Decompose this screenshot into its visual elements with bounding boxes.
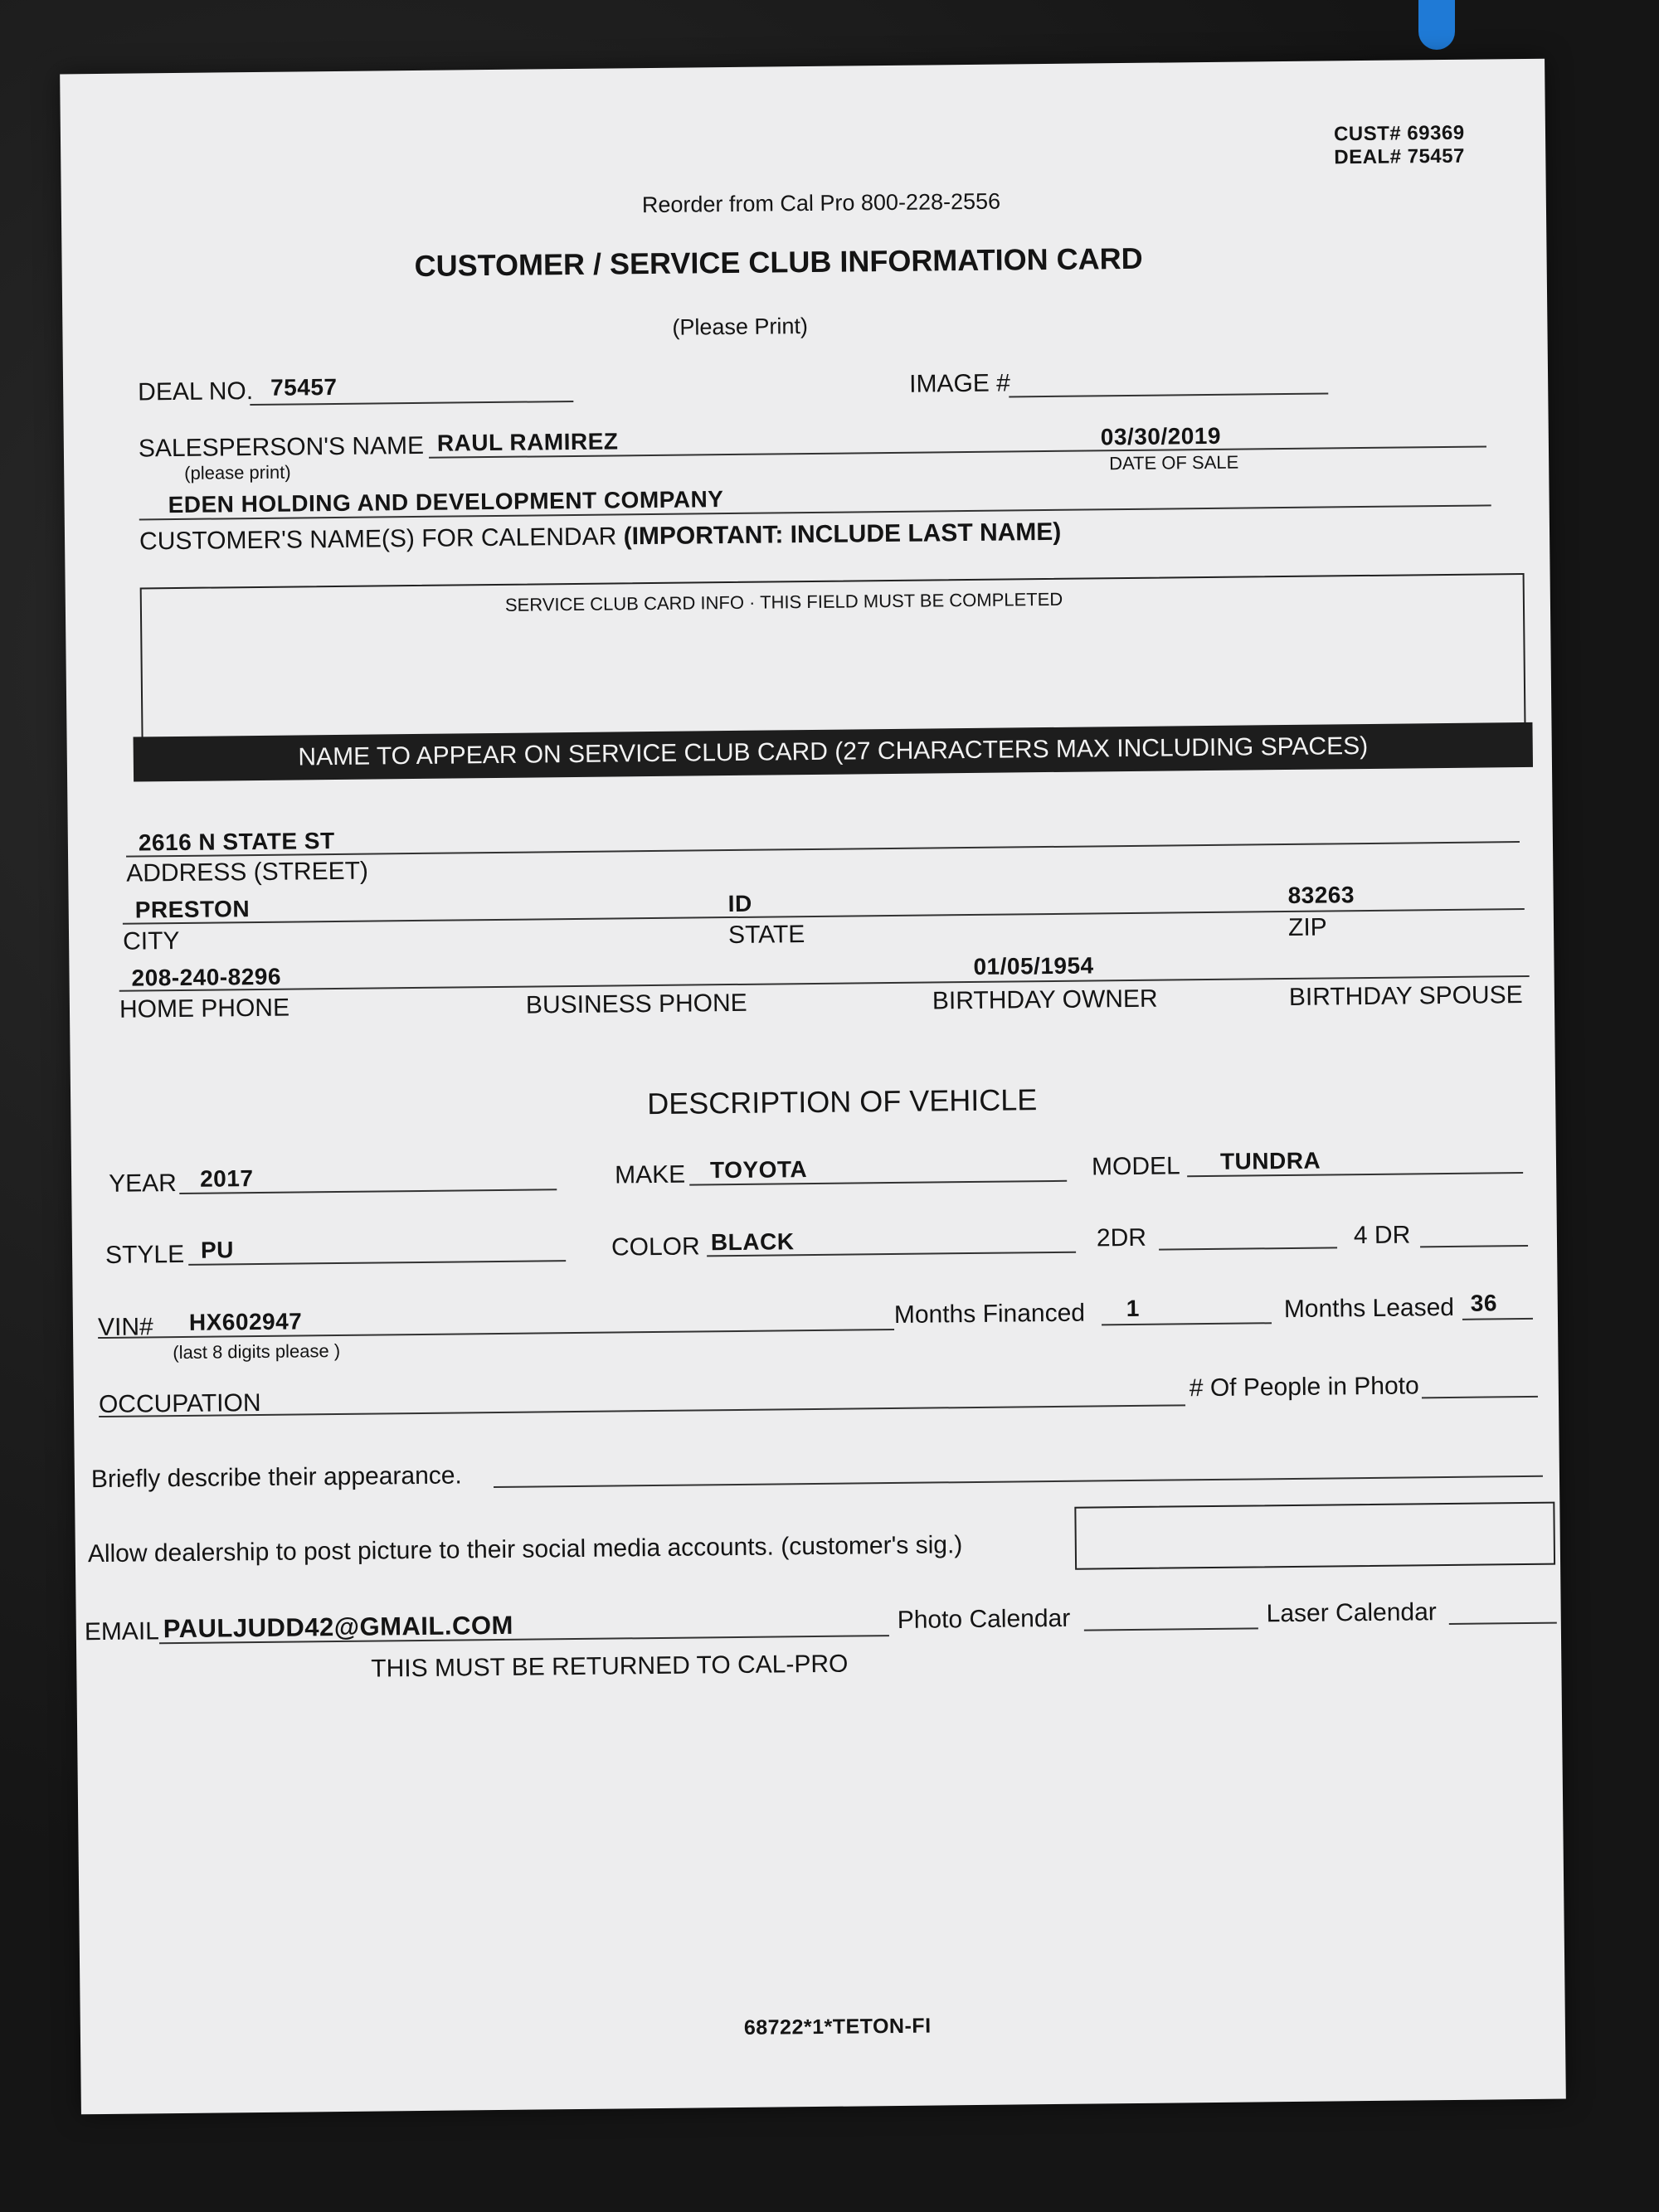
please-print: (Please Print) — [672, 314, 809, 340]
city-value[interactable]: PRESTON — [134, 896, 251, 923]
four-dr-label: 4 DR — [1353, 1221, 1411, 1250]
style-line — [188, 1260, 566, 1266]
page-title: CUSTOMER / SERVICE CLUB INFORMATION CARD — [414, 241, 1143, 283]
two-dr-label: 2DR — [1096, 1223, 1147, 1252]
customer-name-label: CUSTOMER'S NAME(S) FOR CALENDAR (IMPORTANT: INCLUDE LAST NAME) — [139, 518, 1062, 556]
year-label: YEAR — [109, 1169, 178, 1198]
vin-hint: (last 8 digits please ) — [173, 1339, 341, 1364]
email-label: EMAIL — [84, 1617, 160, 1646]
date-of-sale-label: DATE OF SALE — [1109, 451, 1239, 474]
four-dr-line[interactable] — [1420, 1245, 1528, 1247]
customer-name-value[interactable]: EDEN HOLDING AND DEVELOPMENT COMPANY — [168, 486, 724, 518]
deal-no-label: DEAL NO. — [138, 377, 254, 406]
months-leased-label: Months Leased — [1283, 1293, 1455, 1324]
people-in-photo-line[interactable] — [1422, 1396, 1538, 1398]
birthday-spouse-label: BIRTHDAY SPOUSE — [1288, 981, 1523, 1011]
image-no-line[interactable] — [1009, 392, 1328, 397]
model-value[interactable]: TUNDRA — [1219, 1147, 1321, 1174]
zip-value[interactable]: 83263 — [1287, 882, 1355, 908]
address-value[interactable]: 2616 N STATE ST — [138, 828, 335, 856]
laser-calendar-label: Laser Calendar — [1266, 1598, 1437, 1628]
months-financed-line — [1102, 1322, 1272, 1325]
info-card-paper — [60, 59, 1566, 2115]
months-financed-label: Months Financed — [893, 1299, 1086, 1329]
color-value[interactable]: BLACK — [710, 1228, 795, 1256]
vin-label: VIN# — [97, 1313, 153, 1342]
photo-calendar-label: Photo Calendar — [897, 1604, 1071, 1634]
state-label: STATE — [727, 921, 805, 950]
laser-calendar-line[interactable] — [1449, 1622, 1557, 1625]
make-label: MAKE — [614, 1160, 686, 1189]
footer-code: 68722*1*TETON-FI — [743, 2014, 932, 2039]
salesperson-value[interactable]: RAUL RAMIREZ — [436, 428, 619, 456]
year-value[interactable]: 2017 — [199, 1165, 254, 1192]
months-leased-value[interactable]: 36 — [1470, 1290, 1498, 1316]
cust-number: CUST# 69369 — [1333, 121, 1465, 146]
months-financed-value[interactable]: 1 — [1126, 1295, 1141, 1322]
appearance-label: Briefly describe their appearance. — [90, 1461, 462, 1494]
birthday-owner-label: BIRTHDAY OWNER — [932, 984, 1158, 1015]
model-label: MODEL — [1091, 1152, 1180, 1181]
address-label: ADDRESS (STREET) — [126, 857, 369, 887]
return-note: THIS MUST BE RETURNED TO CAL-PRO — [371, 1650, 849, 1683]
months-leased-line — [1462, 1318, 1533, 1320]
birthday-owner-value[interactable]: 01/05/1954 — [973, 952, 1094, 980]
date-of-sale-value[interactable]: 03/30/2019 — [1100, 422, 1222, 450]
reorder-note: Reorder from Cal Pro 800-228-2556 — [641, 188, 1001, 218]
color-label: COLOR — [611, 1232, 700, 1262]
email-value[interactable]: PAULJUDD42@GMAIL.COM — [163, 1610, 513, 1644]
deal-no-value[interactable]: 75457 — [270, 373, 338, 401]
make-value[interactable]: TOYOTA — [709, 1156, 808, 1184]
style-value[interactable]: PU — [200, 1237, 235, 1263]
salesperson-label: SALESPERSON'S NAME — [138, 431, 425, 463]
business-phone-label: BUSINESS PHONE — [525, 989, 747, 1019]
photo-calendar-line[interactable] — [1084, 1627, 1258, 1631]
salesperson-hint: (please print) — [184, 461, 291, 484]
style-label: STYLE — [105, 1240, 185, 1269]
city-label: CITY — [122, 926, 180, 955]
home-phone-label: HOME PHONE — [119, 994, 290, 1023]
two-dr-line[interactable] — [1159, 1247, 1337, 1250]
people-in-photo-label: # Of People in Photo — [1189, 1372, 1419, 1403]
address-line — [126, 841, 1520, 858]
service-club-header: SERVICE CLUB CARD INFO · THIS FIELD MUST BE COMPLETED — [504, 588, 1063, 615]
appearance-line[interactable] — [494, 1475, 1543, 1488]
occupation-label: OCCUPATION — [98, 1388, 261, 1419]
deal-number: DEAL# 75457 — [1334, 144, 1466, 169]
occupation-line[interactable] — [99, 1404, 1185, 1417]
vin-value[interactable]: HX602947 — [188, 1308, 303, 1335]
deal-no-line — [250, 401, 573, 406]
social-media-label: Allow dealership to post picture to their social media accounts. (customer's sig.) — [87, 1531, 963, 1568]
state-value[interactable]: ID — [727, 890, 752, 917]
image-no-label: IMAGE # — [908, 369, 1011, 398]
home-phone-value[interactable]: 208-240-8296 — [131, 963, 282, 991]
pen-cap — [1418, 0, 1455, 50]
zip-label: ZIP — [1287, 913, 1327, 941]
vehicle-heading: DESCRIPTION OF VEHICLE — [646, 1082, 1038, 1121]
customer-signature-box[interactable] — [1074, 1502, 1555, 1570]
service-club-name-bar: NAME TO APPEAR ON SERVICE CLUB CARD (27 CHARACTERS MAX INCLUDING SPACES) — [134, 722, 1533, 782]
